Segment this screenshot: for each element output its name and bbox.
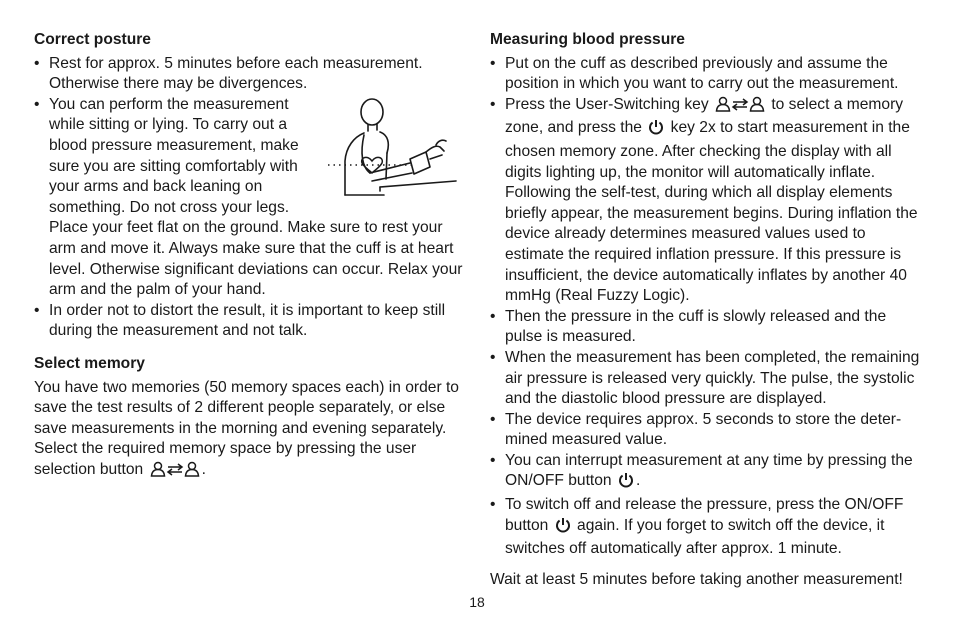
posture-bullet-position — [34, 95, 466, 301]
posture-list — [34, 54, 466, 342]
measuring-bullet-store: • The device requires approx. 5 seconds to store the determined measured value. — [490, 410, 920, 451]
measuring-bullet-completed: • When the measurement has been completed, the remaining air pressure is released very quickly. The pulse, the systolic and the diastolic blood pressure are displayed. — [490, 348, 920, 410]
right-column — [490, 30, 920, 590]
measuring-bullet-interrupt-end: . — [635, 472, 641, 490]
seated-person-with-cuff-illustration — [324, 95, 462, 215]
measuring-bullet-interrupt-text: You can interrupt measurement at any time by pressing the ON/OFF button — [505, 451, 913, 490]
measuring-list — [490, 54, 920, 560]
left-column — [34, 30, 466, 483]
measuring-bullet-release: • Then the pressure in the cuff is slowly released and the pulse is measured. — [490, 307, 920, 348]
measuring-bullet-user-switch-part1: Press the User-Switching key — [505, 95, 709, 113]
measuring-bullet-interrupt — [490, 451, 920, 495]
final-note: Wait at least 5 minutes before taking another measurement! — [490, 570, 903, 588]
measuring-bullet-user-switch-part3: key 2x to start measurement in the chosen memory zone. After checking the display with all digits lighting up, the monitor will automatically inflate. Following the self-test, during which all display elements briefly appear, the measurement begins. During inflation the device already determines measured values used to estimate the required inflation pressure. If this pressure is insufficient, the device automatically inflates by another 40 mmHg (Real Fuzzy Logic). — [505, 119, 918, 305]
user-switching-icon — [715, 96, 765, 119]
measuring-bullet-switch-off-part1: To switch off and release the pressure, press the ON/OFF button — [505, 496, 904, 534]
measuring-bullet-user-switch — [490, 95, 920, 307]
heading-correct-posture: Correct posture — [34, 31, 151, 48]
posture-bullet-position-text: You can perform the measurement while sitting or lying. To carry out a blood pressure measurement, make sure you are sitting comfortably with your arms and back leaning on something. Do not cross your legs. Place your feet flat on the ground. Make sure to rest your arm and move it. Always make sure that the cuff is at heart level. Otherwise significant deviations can occur. Relax your arm and the palm of your hand. — [49, 95, 463, 299]
heading-measuring-blood-pressure: Measuring blood pressure — [490, 31, 685, 48]
user-switching-icon — [150, 461, 200, 484]
select-memory-body: You have two memories (50 memory spaces each) in order to save the test results of 2 different people separately, or else save measurements in the morning and evening separately. Select the required memory space by pressing the user selection button — [34, 378, 459, 478]
measuring-bullet-user-switch-part2: to select a memory zone, and press the — [505, 95, 904, 137]
heading-select-memory: Select memory — [34, 354, 145, 372]
measuring-bullet-switch-off — [490, 495, 920, 560]
posture-bullet-rest: • Rest for approx. 5 minutes before each measurement. Otherwise there may be divergences. — [34, 54, 466, 95]
measuring-bullet-switch-off-part2: again. If you forget to switch off the device, it switches off automatically after approx. 1 minute. — [505, 516, 885, 558]
page-number: 18 — [469, 594, 485, 610]
posture-illustration — [324, 95, 462, 215]
measuring-bullet-cuff: • Put on the cuff as described previously and assume the position in which you want to carry out the measurement. — [490, 54, 920, 95]
power-icon — [618, 472, 634, 495]
select-memory-end: . — [201, 460, 206, 478]
select-memory-text — [34, 378, 466, 484]
posture-bullet-still: • In order not to distort the result, it is important to keep still during the measurement and not talk. — [34, 301, 466, 342]
power-icon — [555, 517, 571, 540]
power-icon — [648, 119, 664, 142]
